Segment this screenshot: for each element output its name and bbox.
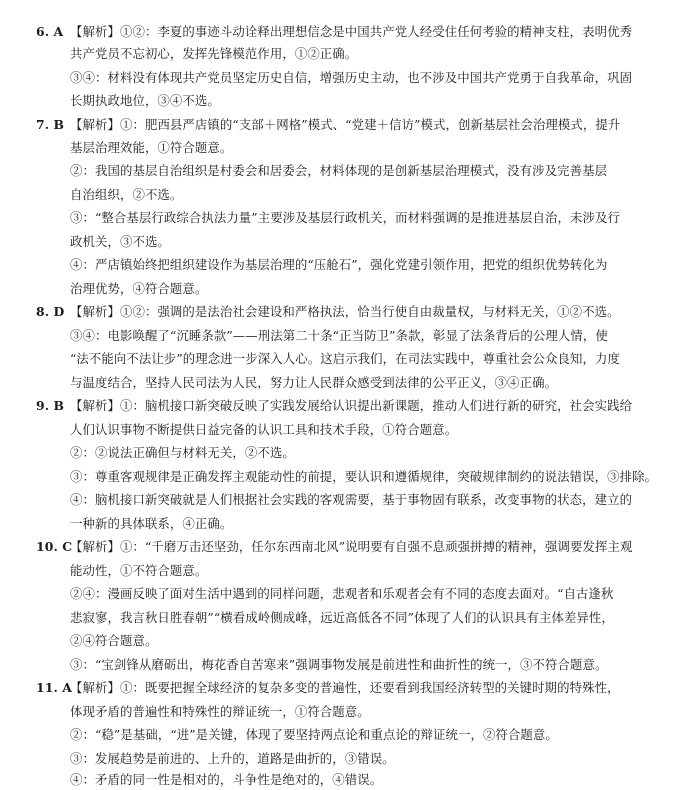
answer-7-line-5: ③：“整合基层行政综合执法力量”主要涉及基层行政机关，而材料强调的是推进基层自治，未涉及行: [70, 210, 620, 225]
answer-9-line-5: ④：脑机接口新突破就是人们根据社会实践的客观需要，基于事物固有联系，改变事物的状态，建立的: [70, 492, 633, 507]
answer-11-line-1: [36, 680, 620, 696]
answer-7-line-1: [36, 117, 620, 133]
answer-8-line-1: [36, 304, 620, 320]
answer-10-text: ①：“千磨万击还坚劲，任尔东西南北风”说明要有自强不息顽强拼搏的精神，强调要发挥主观: [119, 539, 633, 554]
answer-10-line-6: ③：“宝剑锋从磨砺出，梅花香自苦寒来”强调事物发展是前进性和曲折性的统一，③不符合题意。: [70, 657, 608, 672]
answer-11-line-5: ④：矛盾的同一性是相对的，斗争性是绝对的，④错误。: [70, 772, 383, 787]
answer-6-line-3: ③④：材料没有体现共产党员坚定历史自信，增强历史主动，也不涉及中国共产党勇于自我革命，巩固: [70, 70, 633, 85]
answer-6-line-1: [36, 24, 632, 40]
answer-10-line-1: [36, 539, 632, 555]
analysis-tag: 【解析】: [70, 539, 120, 554]
answer-8-line-2: ③④：电影唤醒了“沉睡条款”——刑法第二十条“正当防卫”条款，彰显了法条背后的公理人情，使: [70, 328, 608, 343]
analysis-tag: 【解析】: [70, 680, 120, 695]
answer-11-line-2: 体现矛盾的普遍性和特殊性的辩证统一，①符合题意。: [70, 704, 370, 719]
answer-6-line-4: 长期执政地位，③④不选。: [70, 93, 220, 108]
answer-7-line-6: 政机关，③不选。: [70, 234, 170, 249]
answer-9-line-4: ③：尊重客观规律是正确发挥主观能动性的前提，要认识和遵循规律，突破规律制约的说法错误，③排除。: [70, 469, 658, 484]
answer-9-line-3: ②：②说法正确但与材料无关，②不选。: [70, 445, 295, 460]
answer-10-line-4: 悲寂寥，我言秋日胜春朝”“横看成岭侧成峰，远近高低各不同”体现了人们的认识具有主体差异性，: [70, 610, 614, 625]
answer-8-line-3: “法不能向不法让步”的理念进一步深入人心。这启示我们，在司法实践中，尊重社会公众良知，力度: [70, 351, 620, 366]
answer-10-line-5: ②④符合题意。: [70, 633, 158, 648]
answer-6-label: 6. A: [36, 24, 64, 39]
answer-8-label: 8. D: [36, 304, 65, 319]
answer-10-line-3: ②④：漫画反映了面对生活中遇到的同样问题，悲观者和乐观者会有不同的态度去面对。“自古逢秋: [70, 586, 614, 601]
answer-11-label: 11. A: [36, 680, 72, 695]
answer-7-line-3: ②：我国的基层自治组织是村委会和居委会，材料体现的是创新基层治理模式，没有涉及完善基层: [70, 163, 608, 178]
analysis-tag: 【解析】: [70, 304, 120, 319]
answer-7-line-7: ④：严店镇始终把组织建设作为基层治理的“压舱石”，强化党建引领作用，把党的组织优势转化为: [70, 257, 608, 272]
answer-10-label: 10. C: [36, 539, 73, 554]
analysis-tag: 【解析】: [70, 117, 120, 132]
answer-7-line-2: 基层治理效能，①符合题意。: [70, 140, 233, 155]
answer-11-text: ①：既要把握全球经济的复杂多变的普遍性，还要看到我国经济转型的关键时期的特殊性，: [119, 680, 620, 695]
analysis-tag: 【解析】: [70, 398, 120, 413]
answer-9-label: 9. B: [36, 398, 65, 413]
answer-6-line-2: 共产党员不忘初心，发挥先锋模范作用，①②正确。: [70, 46, 358, 61]
answer-11-line-3: ②：“稳”是基础，“进”是关键，体现了要坚持两点论和重点论的辩证统一，②符合题意。: [70, 727, 558, 742]
answer-9-line-1: [36, 398, 632, 414]
answer-7-line-4: 自治组织，②不选。: [70, 187, 183, 202]
answer-7-text: ①：肥西县严店镇的“支部＋网格”模式、“党建＋信访”模式，创新基层社会治理模式，提升: [119, 117, 621, 132]
answer-9-line-6: 一种新的具体联系，④正确。: [70, 516, 233, 531]
answer-9-text: ①：脑机接口新突破反映了实践发展给认识提出新课题，推动人们进行新的研究，社会实践给: [119, 398, 633, 413]
answer-7-label: 7. B: [36, 117, 65, 132]
answer-8-text: ①②：强调的是法治社会建设和严格执法，恰当行使自由裁量权，与材料无关，①②不选。: [119, 304, 620, 319]
answer-11-line-4: ③：发展趋势是前进的、上升的，道路是曲折的，③错误。: [70, 751, 395, 766]
answer-8-line-4: 与温度结合，坚持人民司法为人民，努力让人民群众感受到法律的公平正义，③④正确。: [70, 375, 558, 390]
answer-6-text: ①②：李夏的事迹斗动诠释出理想信念是中国共产党人经受住任何考验的精神支柱，表明优秀: [119, 24, 633, 39]
answer-10-line-2: 能动性，①不符合题意。: [70, 563, 208, 578]
answer-9-line-2: 人们认识事物不断提供日益完备的认识工具和技术手段，①符合题意。: [70, 422, 458, 437]
answer-7-line-8: 治理优势，④符合题意。: [70, 281, 208, 296]
analysis-tag: 【解析】: [70, 24, 120, 39]
